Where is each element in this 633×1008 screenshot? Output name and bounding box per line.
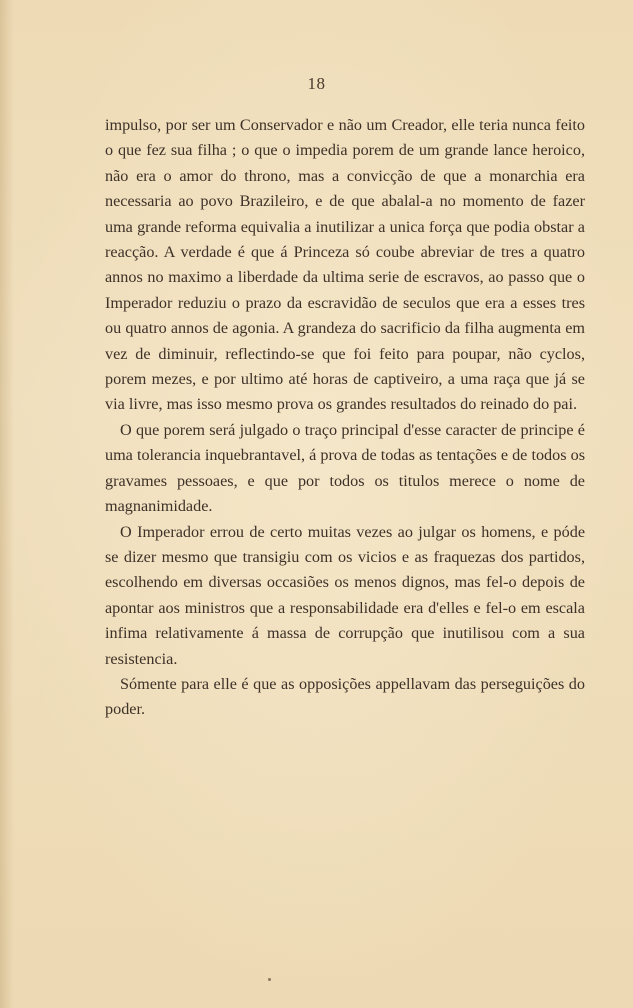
paragraph-1: impulso, por ser um Conservador e não um Creador, elle teria nunca feito o que fez sua filha ; o que o impedia porem de um grande lance heroico, não era o amor do throno, mas a convicção de que a monarchia era necessaria ao povo Brazileiro, e de que abalal-a no momento de fazer uma grande reforma equivalia a inutilizar a unica força que podia obstar a reacção. A verdade é que á Princeza só coube abreviar de tres a quatro annos no maximo a liberdade da ultima serie de escravos, ao passo que o Imperador reduziu o prazo da escravidão de seculos que era a esses tres ou quatro annos de agonia. A grandeza do sacrificio da filha augmenta em vez de diminuir, reflectindo-se que foi feito para poupar, não cyclos, porem mezes, e por ultimo até horas de captiveiro, a uma raça que já se via livre, mas isso mesmo prova os grandes resultados do reinado do pai. — [105, 116, 585, 414]
paragraph-4: Sómente para elle é que as opposições appellavam das perseguições do poder. — [105, 674, 585, 719]
paper-speck — [268, 978, 271, 981]
paragraph-2: O que porem será julgado o traço principal d'esse caracter de principe é uma tolerancia inquebrantavel, á prova de todas as tentações e de todos os gravames pessoaes, e que por todos os titulos merece o nome de magnanimidade. — [105, 420, 585, 516]
body-text — [105, 113, 585, 723]
page-edge-shadow — [0, 0, 14, 1008]
page-number: 18 — [307, 74, 326, 93]
paragraph-3: O Imperador errou de certo muitas vezes ao julgar os homens, e póde se dizer mesmo que transigiu com os vicios e as fraquezas dos partidos, escolhendo em diversas occasiões os menos dignos, mas fel-o depois de apontar aos ministros que a responsabilidade era d'elles e fel-o em escala infima relativamente á massa de corrupção que inutilisou com a sua resistencia. — [105, 522, 585, 668]
